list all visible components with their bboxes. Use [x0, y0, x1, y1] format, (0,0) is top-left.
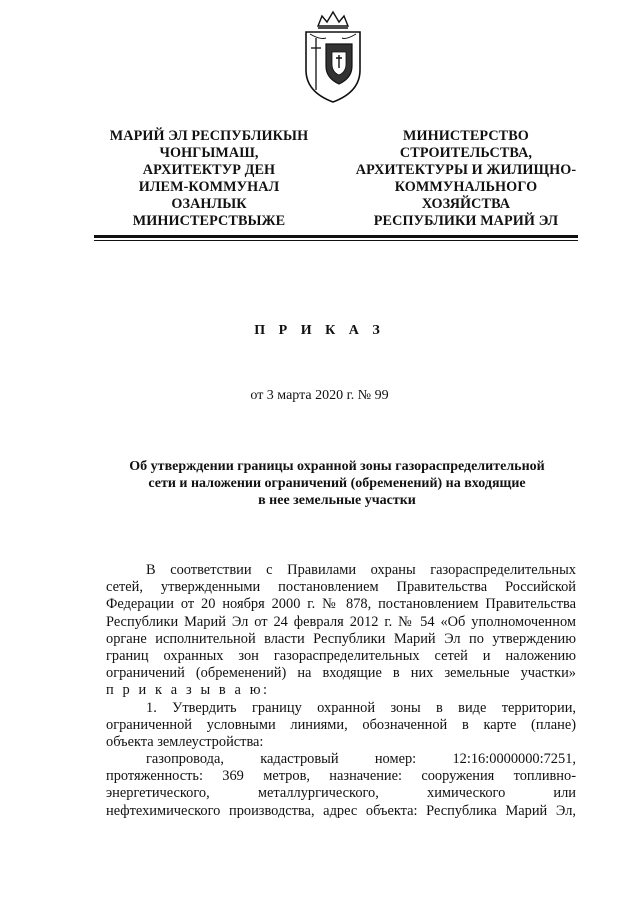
document-title [100, 458, 574, 509]
header-left-line: АРХИТЕКТУР ДЕН [142, 162, 276, 178]
header-left-column [96, 128, 322, 230]
header-right-line: СТРОИТЕЛЬСТВА, [399, 145, 533, 161]
header-right-line: МИНИСТЕРСТВО [403, 128, 529, 144]
body-line: ограниченной условными линиями, обозначенной в карте (плане) [106, 716, 576, 733]
body-line: В соответствии с Правилами охраны газораспределительных [146, 562, 576, 578]
header-divider-thin [94, 240, 578, 241]
title-line: Об утверждении границы охранной зоны газораспределительной [129, 459, 545, 474]
body-line: органе исполнительной власти Республики Марий Эл по утверждению [106, 630, 576, 647]
header-left-line: ЧОНГЫМАШ, [159, 145, 259, 161]
header-right-line: КОММУНАЛЬНОГО [394, 179, 538, 195]
header-right-column [340, 128, 592, 230]
header-left-line: ИЛЕМ-КОММУНАЛ [138, 179, 280, 195]
header-right-line: АРХИТЕКТУРЫ И ЖИЛИЩНО- [355, 162, 577, 178]
body-line-order-word: п р и к а з ы в а ю: [106, 682, 270, 699]
header-divider-thick [94, 235, 578, 238]
coat-of-arms-emblem [296, 8, 370, 106]
document-type: П Р И К А З [254, 323, 385, 338]
header-right-line: РЕСПУБЛИКИ МАРИЙ ЭЛ [373, 213, 559, 229]
body-line: объекта землеустройства: [106, 733, 264, 750]
header-left-line: ОЗАНЛЫК [171, 196, 247, 212]
title-line: сети и наложении ограничений (обременений) на входящие [148, 476, 526, 491]
body-line: границ охранных зон газораспределительных сетей и наложению [106, 647, 576, 664]
body-line: Республики Марий Эл от 24 февраля 2012 г. № 54 «Об уполномоченном [106, 613, 576, 630]
header-right-line: ХОЗЯЙСТВА [421, 196, 511, 212]
body-line: газопровода, кадастровый номер: 12:16:0000000:7251, [146, 751, 576, 768]
header-left-line: МИНИСТЕРСТВЫЖЕ [132, 213, 286, 229]
header-left-line: МАРИЙ ЭЛ РЕСПУБЛИКЫН [109, 128, 309, 144]
body-line: нефтехимического производства, адрес объекта: Республика Марий Эл, [106, 802, 576, 819]
body-line: энергетического, металлургического, химического или [106, 785, 576, 802]
document-date-number: от 3 марта 2020 г. № 99 [250, 388, 389, 403]
title-line: в нее земельные участки [258, 493, 416, 508]
body-line: 1. Утвердить границу охранной зоны в виде территории, [146, 699, 576, 716]
body-line: сетей, утвержденными постановлением Правительства Российской [106, 579, 576, 596]
body-line: ограничений (обременений) на входящие в них земельные участки» [106, 665, 576, 682]
body-line: протяженность: 369 метров, назначение: сооружения топливно- [106, 768, 576, 785]
document-body [106, 562, 576, 820]
body-line: Федерации от 20 ноября 2000 г. № 878, постановлением Правительства [106, 596, 576, 613]
